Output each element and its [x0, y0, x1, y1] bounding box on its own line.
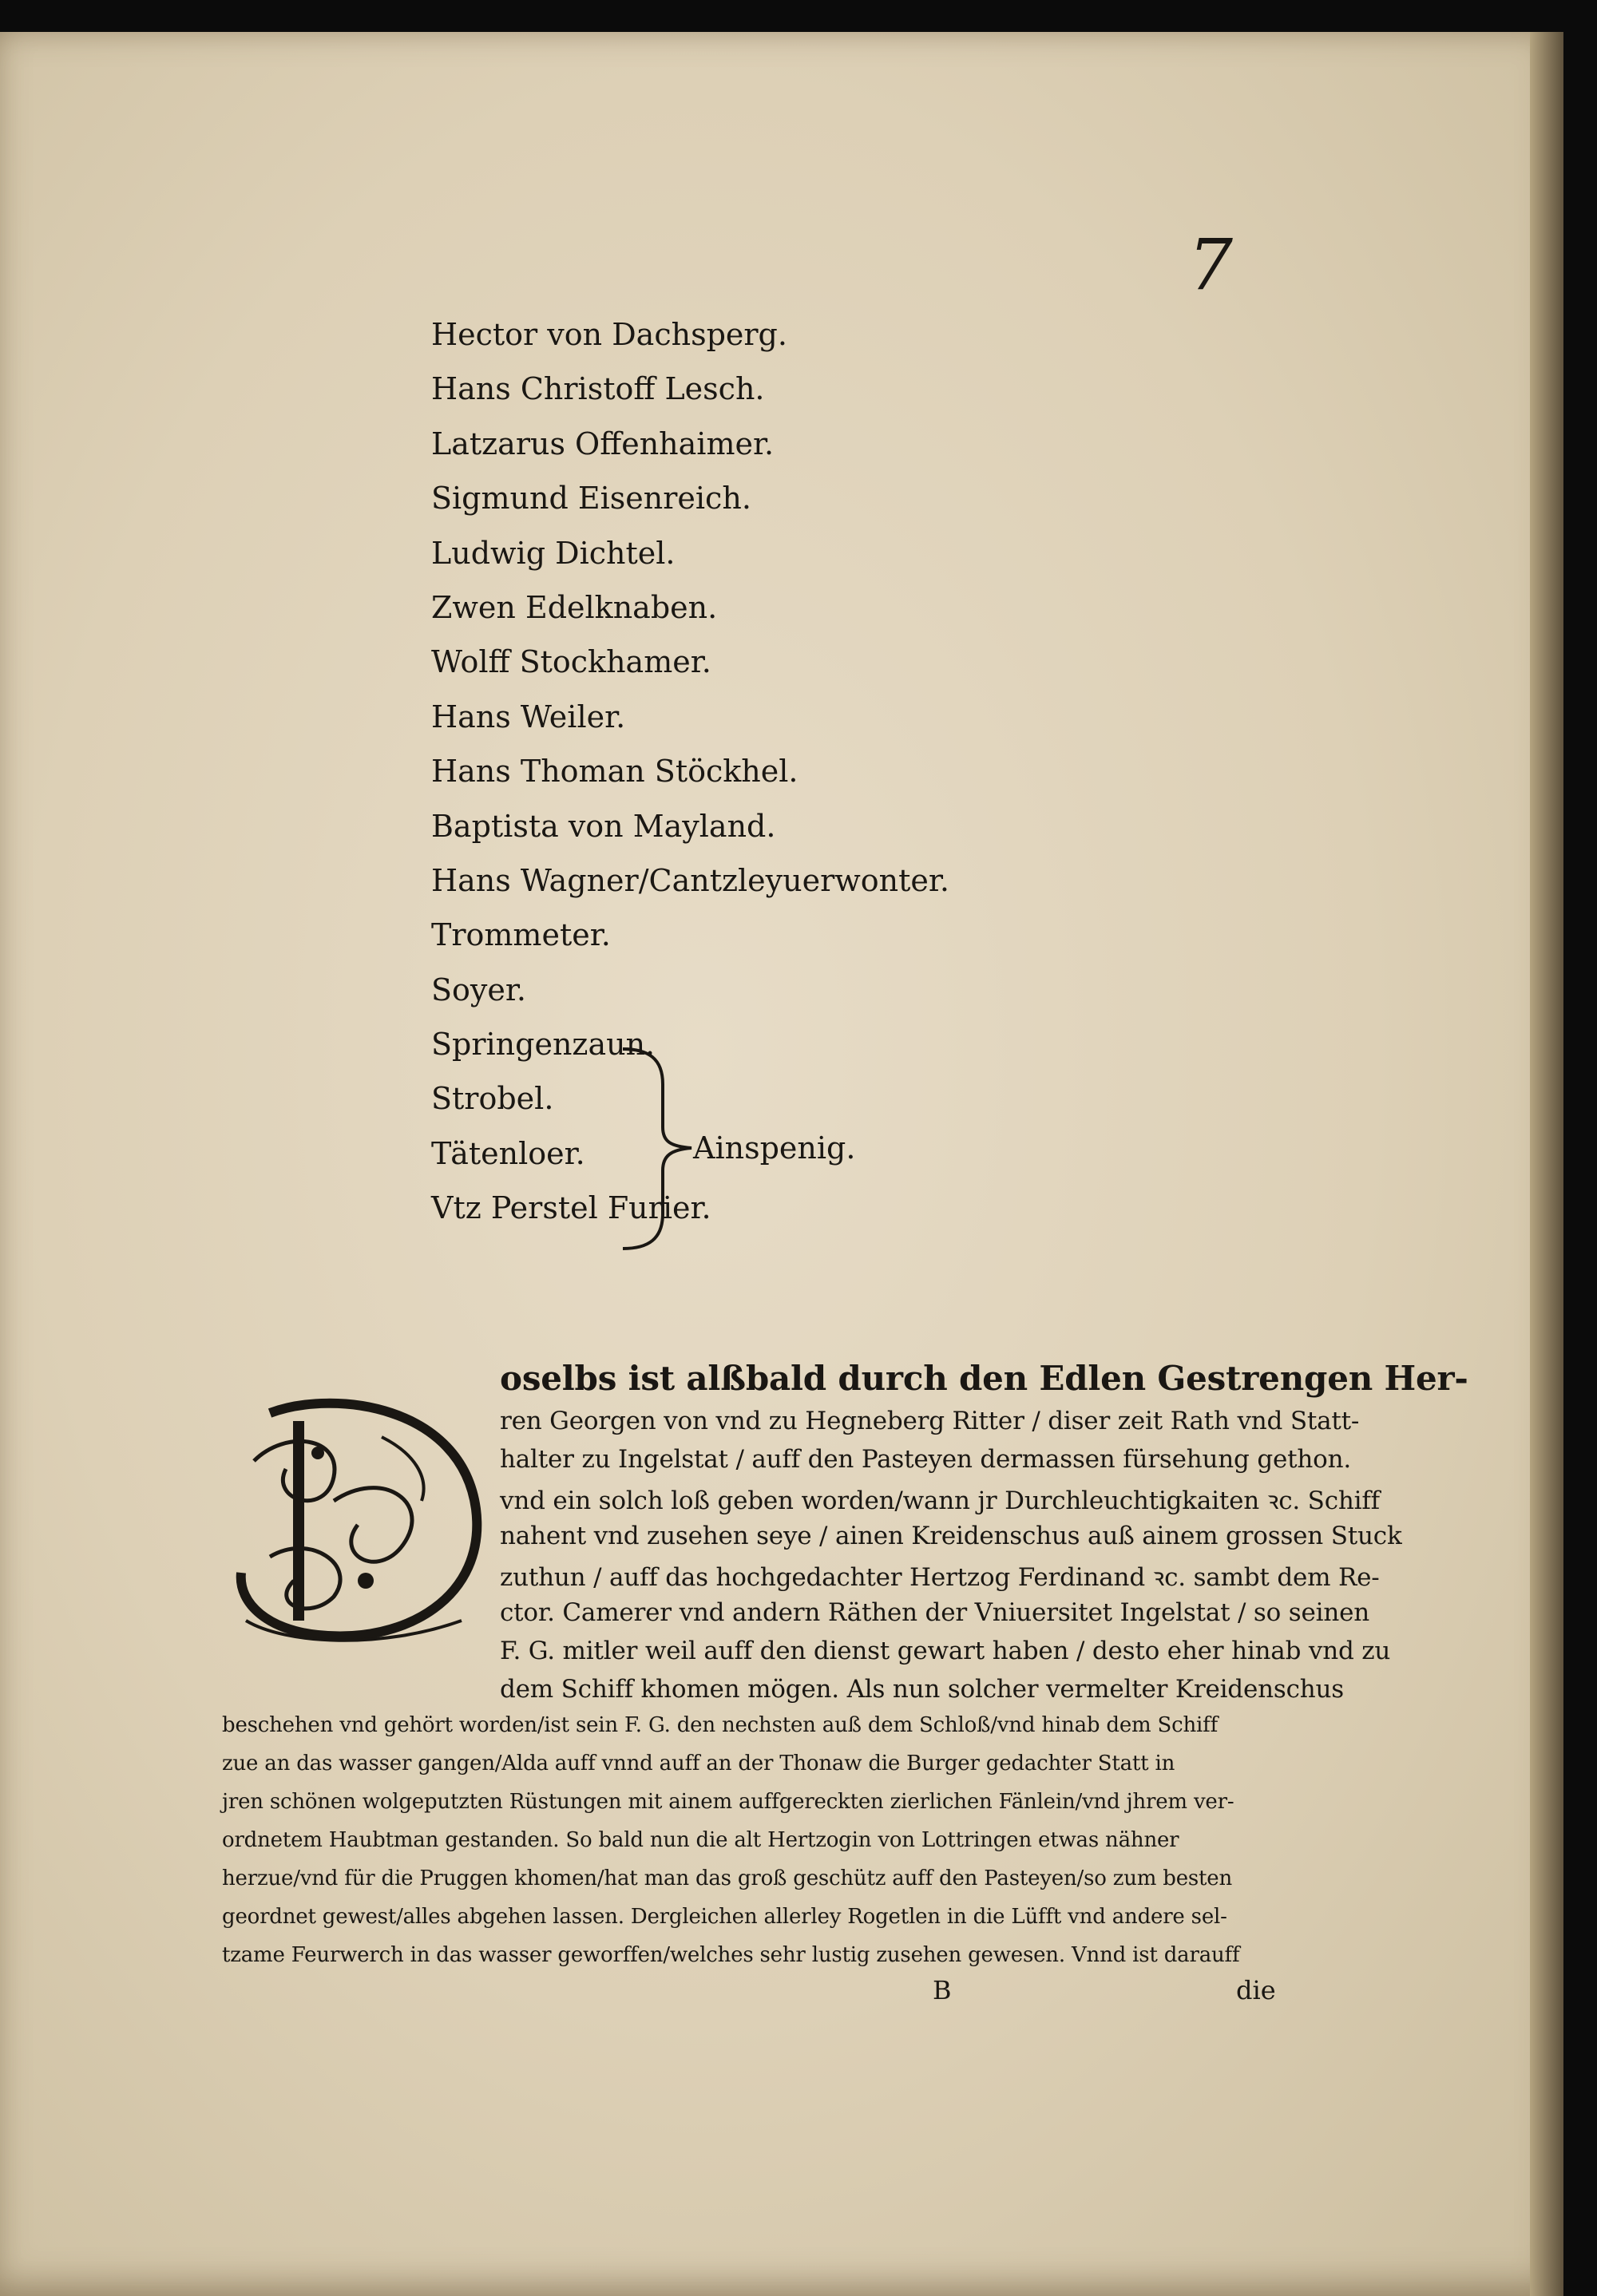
- page-number: 7: [1188, 224, 1233, 306]
- name-entry: Baptista von Mayland.: [431, 808, 776, 844]
- name-entry: Hans Christoff Lesch.: [431, 371, 765, 407]
- name-entry: Hans Wagner/Cantzleyuerwonter.: [431, 862, 949, 898]
- name-entry: Vtz Perstel Furier.: [431, 1190, 711, 1226]
- paragraph-line: nahent vnd zusehen seye / ainen Kreidenschus auß ainem grossen Stuck: [500, 1522, 1402, 1550]
- paragraph-line: tzame Feurwerch in das wasser geworffen/welches sehr lustig zusehen gewesen. Vnnd ist darauff: [222, 1943, 1240, 1967]
- name-entry: Trommeter.: [431, 917, 611, 953]
- name-entry: Hans Weiler.: [431, 699, 626, 734]
- paragraph-line: halter zu Ingelstat / auff den Pasteyen dermassen fürsehung gethon.: [500, 1445, 1352, 1474]
- catchword: die: [1236, 1975, 1276, 2005]
- paragraph-line: vnd ein solch loß geben worden/wann jr Durchleuchtigkaiten ꝛc. Schiff: [500, 1486, 1380, 1515]
- paragraph-line: dem Schiff khomen mögen. Als nun solcher vermelter Kreidenschus: [500, 1675, 1344, 1704]
- paragraph-line: oselbs ist alßbald durch den Edlen Gestrengen Her-: [500, 1359, 1468, 1398]
- page-gutter-shadow: [1530, 32, 1563, 2296]
- paragraph-line: zue an das wasser gangen/Alda auff vnnd auff an der Thonaw die Burger gedachter Statt in: [222, 1752, 1175, 1775]
- signature-mark: B: [933, 1975, 952, 2005]
- name-entry: Ludwig Dichtel.: [431, 535, 676, 571]
- name-entry: Wolff Stockhamer.: [431, 644, 711, 680]
- paragraph-line: beschehen vnd gehört worden/ist sein F. G. den nechsten auß dem Schloß/vnd hinab dem Schiff: [222, 1713, 1219, 1737]
- name-entry: Tätenloer.: [431, 1135, 585, 1171]
- name-entry: Hans Thoman Stöckhel.: [431, 754, 798, 790]
- book-page: [0, 32, 1563, 2296]
- paragraph-line: F. G. mitler weil auff den dienst gewart haben / desto eher hinab vnd zu: [500, 1637, 1391, 1665]
- paragraph-line: jren schönen wolgeputzten Rüstungen mit ainem auffgereckten zierlichen Fänlein/vnd jhrem ver-: [222, 1790, 1234, 1814]
- curly-brace-icon: [616, 1044, 696, 1253]
- paragraph-line: herzue/vnd für die Pruggen khomen/hat man das groß geschütz auff den Pasteyen/so zum besten: [222, 1866, 1233, 1890]
- bracket-label: Ainspenig.: [693, 1130, 856, 1166]
- name-entry: Hector von Dachsperg.: [431, 317, 787, 352]
- paragraph-line: ctor. Camerer vnd andern Räthen der Vniuersitet Ingelstat / so seinen: [500, 1598, 1370, 1627]
- name-entry: Springenzaun.: [431, 1027, 656, 1063]
- name-entry: Strobel.: [431, 1081, 554, 1117]
- paragraph-line: geordnet gewest/alles abgehen lassen. Dergleichen allerley Rogetlen in die Lüfft vnd andere sel-: [222, 1905, 1227, 1929]
- paragraph-line: ordnetem Haubtman gestanden. So bald nun die alt Hertzogin von Lottringen etwas nähner: [222, 1828, 1179, 1852]
- paragraph-line: zuthun / auff das hochgedachter Hertzog Ferdinand ꝛc. sambt dem Re-: [500, 1563, 1380, 1592]
- decorated-initial-d-icon: [222, 1381, 492, 1651]
- name-entry: Sigmund Eisenreich.: [431, 481, 751, 517]
- name-entry: Soyer.: [431, 972, 526, 1007]
- paragraph-line: ren Georgen von vnd zu Hegneberg Ritter / diser zeit Rath vnd Statt-: [500, 1407, 1360, 1435]
- name-entry: Zwen Edelknaben.: [431, 589, 718, 625]
- name-entry: Latzarus Offenhaimer.: [431, 426, 775, 461]
